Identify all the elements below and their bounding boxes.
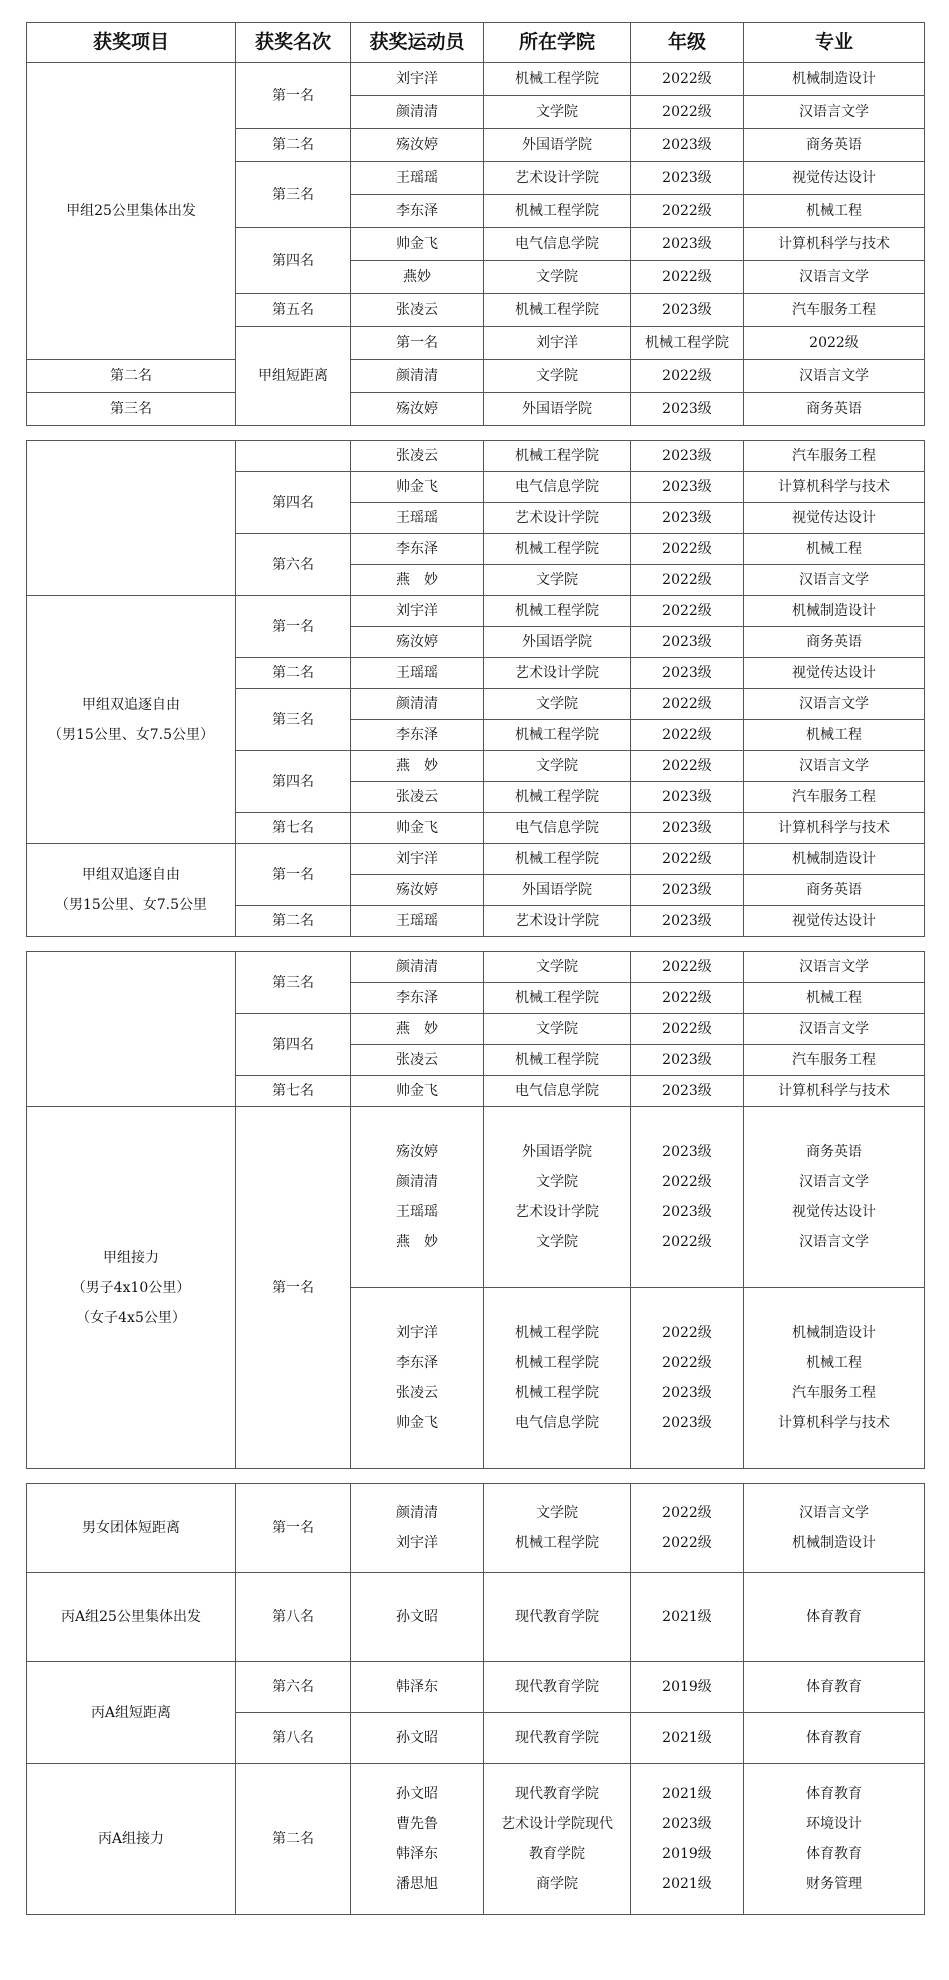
college-entry: 艺术设计学院现代 bbox=[501, 1816, 613, 1832]
college-cell: 艺术设计学院 bbox=[484, 503, 631, 534]
athlete-cell: 孙文昭 bbox=[351, 1713, 484, 1764]
major-cell: 汽车服务工程 bbox=[744, 1045, 925, 1076]
college-cell: 电气信息学院 bbox=[484, 472, 631, 503]
athlete-entry: 潘思旭 bbox=[396, 1876, 438, 1892]
major-cell: 体育教育 bbox=[744, 1662, 925, 1713]
major-cell: 机械工程 bbox=[744, 195, 925, 228]
rank-cell: 第一名 bbox=[236, 844, 351, 906]
rank-cell: 第一名 bbox=[236, 63, 351, 129]
major-cell: 视觉传达设计 bbox=[744, 503, 925, 534]
major-entry: 商务英语 bbox=[806, 1144, 862, 1160]
college-cell: 机械工程学院 bbox=[484, 1045, 631, 1076]
project-cell: 甲组双追逐自由 （男15公里、女7.5公里 bbox=[27, 844, 236, 937]
athlete-entry: 韩泽东 bbox=[396, 1846, 438, 1862]
athlete-cell: 刘宇洋 bbox=[351, 596, 484, 627]
grade-cell: 2023级 bbox=[631, 393, 744, 426]
major-entry: 体育教育 bbox=[806, 1786, 862, 1802]
major-entry: 汉语言文学 bbox=[799, 1174, 869, 1190]
rank-cell: 第八名 bbox=[236, 1573, 351, 1662]
college-cell: 机械工程学院 bbox=[484, 782, 631, 813]
major-entry: 机械工程 bbox=[806, 1355, 862, 1371]
college-entry: 文学院 bbox=[536, 1174, 578, 1190]
major-cell: 机械制造设计 bbox=[744, 844, 925, 875]
major-cell: 商务英语 bbox=[744, 627, 925, 658]
grade-cell: 2023级 bbox=[631, 294, 744, 327]
major-cell: 视觉传达设计 bbox=[744, 658, 925, 689]
project-cell: 男女团体短距离 bbox=[27, 1484, 236, 1573]
athlete-entry: 王瑶瑶 bbox=[396, 1204, 438, 1220]
major-cell: 机械制造设计 bbox=[744, 63, 925, 96]
column-header: 年级 bbox=[631, 23, 744, 63]
college-cell bbox=[484, 1107, 631, 1288]
major-entry: 环境设计 bbox=[806, 1816, 862, 1832]
grade-cell: 2023级 bbox=[631, 441, 744, 472]
college-cell: 机械工程学院 bbox=[484, 195, 631, 228]
project-cell: 丙A组接力 bbox=[27, 1764, 236, 1915]
major-cell: 商务英语 bbox=[744, 393, 925, 426]
table-row bbox=[27, 360, 925, 393]
athlete-entry: 刘宇洋 bbox=[396, 1535, 438, 1551]
table-row bbox=[27, 393, 925, 426]
major-cell: 计算机科学与技术 bbox=[744, 1076, 925, 1107]
athlete-cell: 燕 妙 bbox=[351, 751, 484, 782]
project-cell: 甲组短距离 bbox=[236, 327, 351, 426]
college-cell: 机械工程学院 bbox=[484, 844, 631, 875]
major-cell: 商务英语 bbox=[744, 129, 925, 162]
grade-cell: 2023级 bbox=[631, 503, 744, 534]
major-cell: 汽车服务工程 bbox=[744, 441, 925, 472]
grade-cell: 2023级 bbox=[631, 228, 744, 261]
college-cell: 文学院 bbox=[484, 360, 631, 393]
grade-entry: 2022级 bbox=[662, 1505, 712, 1521]
grade-cell: 2022级 bbox=[744, 327, 925, 360]
major-cell: 机械工程 bbox=[744, 983, 925, 1014]
athlete-cell bbox=[351, 1107, 484, 1288]
college-cell: 艺术设计学院 bbox=[484, 658, 631, 689]
athlete-cell: 王瑶瑶 bbox=[351, 658, 484, 689]
table-row bbox=[27, 1484, 925, 1573]
college-cell: 机械工程学院 bbox=[484, 983, 631, 1014]
table-row bbox=[27, 1573, 925, 1662]
major-cell bbox=[744, 1107, 925, 1288]
rank-cell: 第三名 bbox=[236, 162, 351, 228]
project-cell: 甲组接力 （男子4x10公里） （女子4x5公里） bbox=[27, 1107, 236, 1469]
grade-cell: 2022级 bbox=[631, 952, 744, 983]
athlete-cell: 王瑶瑶 bbox=[351, 503, 484, 534]
grade-cell: 2022级 bbox=[631, 983, 744, 1014]
grade-cell: 2023级 bbox=[631, 162, 744, 195]
athlete-entry: 燕 妙 bbox=[396, 1234, 438, 1250]
college-cell: 艺术设计学院 bbox=[484, 162, 631, 195]
grade-entry: 2022级 bbox=[662, 1234, 712, 1250]
athlete-entry: 孙文昭 bbox=[396, 1786, 438, 1802]
rank-cell: 第一名 bbox=[351, 327, 484, 360]
grade-entry: 2022级 bbox=[662, 1174, 712, 1190]
grade-entry: 2019级 bbox=[662, 1846, 712, 1862]
college-cell: 外国语学院 bbox=[484, 393, 631, 426]
major-cell: 汉语言文学 bbox=[744, 689, 925, 720]
rank-cell: 第六名 bbox=[236, 1662, 351, 1713]
grade-cell: 2023级 bbox=[631, 1076, 744, 1107]
college-cell: 机械工程学院 bbox=[631, 327, 744, 360]
grade-cell: 2022级 bbox=[631, 596, 744, 627]
major-entry: 财务管理 bbox=[806, 1876, 862, 1892]
major-entry: 视觉传达设计 bbox=[792, 1204, 876, 1220]
column-header: 所在学院 bbox=[484, 23, 631, 63]
rank-cell: 第一名 bbox=[236, 1484, 351, 1573]
major-cell: 计算机科学与技术 bbox=[744, 813, 925, 844]
college-cell: 文学院 bbox=[484, 96, 631, 129]
college-cell bbox=[484, 1764, 631, 1915]
grade-entry: 2023级 bbox=[662, 1415, 712, 1431]
table-row bbox=[27, 952, 925, 983]
grade-entry: 2023级 bbox=[662, 1816, 712, 1832]
rank-cell: 第四名 bbox=[236, 228, 351, 294]
project-cell: 丙A组25公里集体出发 bbox=[27, 1573, 236, 1662]
athlete-cell: 刘宇洋 bbox=[484, 327, 631, 360]
athlete-cell: 燕妙 bbox=[351, 261, 484, 294]
major-entry: 汉语言文学 bbox=[799, 1234, 869, 1250]
college-entry: 教育学院 bbox=[529, 1846, 585, 1862]
college-entry: 商学院 bbox=[536, 1876, 578, 1892]
athlete-cell: 燕 妙 bbox=[351, 565, 484, 596]
major-entry: 汉语言文学 bbox=[799, 1505, 869, 1521]
grade-cell: 2022级 bbox=[631, 63, 744, 96]
athlete-cell: 殇汝婷 bbox=[351, 627, 484, 658]
college-cell: 文学院 bbox=[484, 689, 631, 720]
college-cell: 现代教育学院 bbox=[484, 1573, 631, 1662]
major-entry: 汽车服务工程 bbox=[792, 1385, 876, 1401]
major-cell: 体育教育 bbox=[744, 1573, 925, 1662]
athlete-cell: 张凌云 bbox=[351, 441, 484, 472]
athlete-cell: 李东泽 bbox=[351, 534, 484, 565]
major-cell: 机械工程 bbox=[744, 534, 925, 565]
table-row bbox=[27, 844, 925, 875]
college-cell: 机械工程学院 bbox=[484, 534, 631, 565]
athlete-entry: 张凌云 bbox=[396, 1385, 438, 1401]
table-row bbox=[27, 441, 925, 472]
major-cell: 机械制造设计 bbox=[744, 596, 925, 627]
major-entry: 体育教育 bbox=[806, 1846, 862, 1862]
rank-cell: 第七名 bbox=[236, 1076, 351, 1107]
grade-cell: 2023级 bbox=[631, 1045, 744, 1076]
athlete-cell: 孙文昭 bbox=[351, 1573, 484, 1662]
grade-cell: 2023级 bbox=[631, 658, 744, 689]
college-cell: 艺术设计学院 bbox=[484, 906, 631, 937]
table-row bbox=[27, 1107, 925, 1288]
rank-cell: 第四名 bbox=[236, 751, 351, 813]
athlete-entry: 帅金飞 bbox=[396, 1415, 438, 1431]
college-cell: 电气信息学院 bbox=[484, 813, 631, 844]
major-cell: 视觉传达设计 bbox=[744, 162, 925, 195]
athlete-cell: 韩泽东 bbox=[351, 1662, 484, 1713]
college-entry: 机械工程学院 bbox=[515, 1535, 599, 1551]
rank-cell: 第二名 bbox=[236, 1764, 351, 1915]
college-cell bbox=[484, 1288, 631, 1469]
college-cell: 机械工程学院 bbox=[484, 294, 631, 327]
athlete-cell: 张凌云 bbox=[351, 782, 484, 813]
rank-cell: 第七名 bbox=[236, 813, 351, 844]
project-cell: 甲组双追逐自由 （男15公里、女7.5公里） bbox=[27, 596, 236, 844]
project-cell: 丙A组短距离 bbox=[27, 1662, 236, 1764]
major-cell: 体育教育 bbox=[744, 1713, 925, 1764]
major-cell: 计算机科学与技术 bbox=[744, 472, 925, 503]
column-header: 获奖运动员 bbox=[351, 23, 484, 63]
rank-cell: 第四名 bbox=[236, 1014, 351, 1076]
grade-cell: 2022级 bbox=[631, 751, 744, 782]
grade-cell: 2022级 bbox=[631, 689, 744, 720]
athlete-entry: 颜清清 bbox=[396, 1174, 438, 1190]
rank-cell: 第一名 bbox=[236, 596, 351, 658]
athlete-cell: 殇汝婷 bbox=[351, 393, 484, 426]
athlete-cell: 颜清清 bbox=[351, 689, 484, 720]
project-cell bbox=[27, 952, 236, 1107]
athlete-entry: 颜清清 bbox=[396, 1505, 438, 1521]
table-row bbox=[27, 596, 925, 627]
grade-cell: 2022级 bbox=[631, 720, 744, 751]
grade-entry: 2021级 bbox=[662, 1876, 712, 1892]
college-cell: 文学院 bbox=[484, 565, 631, 596]
major-cell: 视觉传达设计 bbox=[744, 906, 925, 937]
grade-cell: 2023级 bbox=[631, 813, 744, 844]
major-cell: 汉语言文学 bbox=[744, 952, 925, 983]
athlete-cell: 王瑶瑶 bbox=[351, 162, 484, 195]
grade-cell: 2019级 bbox=[631, 1662, 744, 1713]
college-cell: 电气信息学院 bbox=[484, 1076, 631, 1107]
major-cell: 汉语言文学 bbox=[744, 360, 925, 393]
awards-table-2 bbox=[26, 440, 925, 937]
grade-cell: 2022级 bbox=[631, 96, 744, 129]
rank-cell: 第五名 bbox=[236, 294, 351, 327]
athlete-entry: 李东泽 bbox=[396, 1355, 438, 1371]
major-cell: 汉语言文学 bbox=[744, 751, 925, 782]
major-cell: 汉语言文学 bbox=[744, 96, 925, 129]
college-cell: 电气信息学院 bbox=[484, 228, 631, 261]
rank-cell: 第六名 bbox=[236, 534, 351, 596]
major-entry: 计算机科学与技术 bbox=[778, 1415, 890, 1431]
grade-cell: 2022级 bbox=[631, 360, 744, 393]
grade-cell: 2023级 bbox=[631, 627, 744, 658]
grade-cell: 2022级 bbox=[631, 565, 744, 596]
college-cell: 文学院 bbox=[484, 751, 631, 782]
grade-cell bbox=[631, 1288, 744, 1469]
athlete-cell bbox=[351, 1764, 484, 1915]
grade-cell: 2022级 bbox=[631, 195, 744, 228]
major-cell bbox=[744, 1484, 925, 1573]
grade-cell: 2023级 bbox=[631, 906, 744, 937]
athlete-entry: 曹先鲁 bbox=[396, 1816, 438, 1832]
rank-cell: 第二名 bbox=[236, 658, 351, 689]
athlete-cell: 殇汝婷 bbox=[351, 875, 484, 906]
grade-entry: 2021级 bbox=[662, 1786, 712, 1802]
major-cell: 计算机科学与技术 bbox=[744, 228, 925, 261]
athlete-cell: 刘宇洋 bbox=[351, 63, 484, 96]
athlete-cell: 帅金飞 bbox=[351, 1076, 484, 1107]
college-entry: 艺术设计学院 bbox=[515, 1204, 599, 1220]
athlete-entry: 刘宇洋 bbox=[396, 1325, 438, 1341]
major-cell: 汉语言文学 bbox=[744, 565, 925, 596]
awards-table-4 bbox=[26, 1483, 925, 1915]
college-cell: 机械工程学院 bbox=[484, 441, 631, 472]
column-header: 专业 bbox=[744, 23, 925, 63]
major-cell: 商务英语 bbox=[744, 875, 925, 906]
table-row bbox=[27, 1662, 925, 1713]
grade-cell bbox=[631, 1764, 744, 1915]
athlete-cell: 殇汝婷 bbox=[351, 129, 484, 162]
project-cell: 甲组25公里集体出发 bbox=[27, 63, 236, 360]
project-cell bbox=[27, 441, 236, 596]
grade-entry: 2022级 bbox=[662, 1535, 712, 1551]
major-cell: 机械工程 bbox=[744, 720, 925, 751]
athlete-cell: 燕 妙 bbox=[351, 1014, 484, 1045]
rank-cell: 第三名 bbox=[236, 689, 351, 751]
athlete-cell: 王瑶瑶 bbox=[351, 906, 484, 937]
grade-entry: 2022级 bbox=[662, 1355, 712, 1371]
athlete-cell: 张凌云 bbox=[351, 294, 484, 327]
grade-cell: 2022级 bbox=[631, 844, 744, 875]
awards-table-1 bbox=[26, 22, 925, 426]
athlete-entry: 殇汝婷 bbox=[396, 1144, 438, 1160]
college-cell bbox=[484, 1484, 631, 1573]
athlete-cell: 张凌云 bbox=[351, 1045, 484, 1076]
table-row bbox=[27, 1764, 925, 1915]
major-cell: 汉语言文学 bbox=[744, 261, 925, 294]
major-cell bbox=[744, 1764, 925, 1915]
college-entry: 机械工程学院 bbox=[515, 1325, 599, 1341]
rank-cell: 第三名 bbox=[27, 393, 236, 426]
grade-cell: 2023级 bbox=[631, 472, 744, 503]
college-entry: 外国语学院 bbox=[522, 1144, 592, 1160]
major-cell: 汉语言文学 bbox=[744, 1014, 925, 1045]
college-entry: 机械工程学院 bbox=[515, 1355, 599, 1371]
grade-cell bbox=[631, 1107, 744, 1288]
grade-cell: 2023级 bbox=[631, 875, 744, 906]
college-cell: 机械工程学院 bbox=[484, 720, 631, 751]
grade-cell bbox=[631, 1484, 744, 1573]
college-entry: 现代教育学院 bbox=[515, 1786, 599, 1802]
grade-cell: 2022级 bbox=[631, 1014, 744, 1045]
table-row bbox=[27, 63, 925, 96]
grade-cell: 2021级 bbox=[631, 1713, 744, 1764]
rank-cell: 第三名 bbox=[236, 952, 351, 1014]
major-entry: 机械制造设计 bbox=[792, 1325, 876, 1341]
grade-cell: 2022级 bbox=[631, 261, 744, 294]
athlete-cell: 颜清清 bbox=[351, 952, 484, 983]
rank-cell: 第二名 bbox=[236, 906, 351, 937]
grade-entry: 2022级 bbox=[662, 1325, 712, 1341]
college-entry: 文学院 bbox=[536, 1234, 578, 1250]
college-cell: 外国语学院 bbox=[484, 129, 631, 162]
grade-entry: 2023级 bbox=[662, 1385, 712, 1401]
grade-entry: 2023级 bbox=[662, 1204, 712, 1220]
athlete-cell: 李东泽 bbox=[351, 983, 484, 1014]
rank-cell: 第二名 bbox=[27, 360, 236, 393]
athlete-cell: 李东泽 bbox=[351, 195, 484, 228]
rank-cell: 第二名 bbox=[236, 129, 351, 162]
athlete-cell: 颜清清 bbox=[351, 96, 484, 129]
grade-entry: 2023级 bbox=[662, 1144, 712, 1160]
rank-cell: 第四名 bbox=[236, 472, 351, 534]
rank-cell: 第一名 bbox=[236, 1107, 351, 1469]
athlete-cell: 帅金飞 bbox=[351, 228, 484, 261]
athlete-cell: 李东泽 bbox=[351, 720, 484, 751]
college-entry: 机械工程学院 bbox=[515, 1385, 599, 1401]
athlete-cell: 颜清清 bbox=[351, 360, 484, 393]
major-cell: 汽车服务工程 bbox=[744, 782, 925, 813]
rank-cell bbox=[236, 441, 351, 472]
college-cell: 文学院 bbox=[484, 1014, 631, 1045]
college-entry: 电气信息学院 bbox=[515, 1415, 599, 1431]
athlete-cell: 帅金飞 bbox=[351, 813, 484, 844]
column-header: 获奖项目 bbox=[27, 23, 236, 63]
college-cell: 文学院 bbox=[484, 952, 631, 983]
college-cell: 机械工程学院 bbox=[484, 596, 631, 627]
college-entry: 文学院 bbox=[536, 1505, 578, 1521]
athlete-cell: 帅金飞 bbox=[351, 472, 484, 503]
college-cell: 现代教育学院 bbox=[484, 1662, 631, 1713]
grade-cell: 2023级 bbox=[631, 129, 744, 162]
athlete-cell bbox=[351, 1288, 484, 1469]
awards-document bbox=[26, 22, 924, 1929]
athlete-cell: 刘宇洋 bbox=[351, 844, 484, 875]
grade-cell: 2022级 bbox=[631, 534, 744, 565]
grade-cell: 2021级 bbox=[631, 1573, 744, 1662]
awards-table-3 bbox=[26, 951, 925, 1469]
college-cell: 文学院 bbox=[484, 261, 631, 294]
athlete-cell bbox=[351, 1484, 484, 1573]
grade-cell: 2023级 bbox=[631, 782, 744, 813]
major-entry: 机械制造设计 bbox=[792, 1535, 876, 1551]
column-header: 获奖名次 bbox=[236, 23, 351, 63]
major-cell bbox=[744, 1288, 925, 1469]
college-cell: 现代教育学院 bbox=[484, 1713, 631, 1764]
college-cell: 外国语学院 bbox=[484, 875, 631, 906]
college-cell: 机械工程学院 bbox=[484, 63, 631, 96]
college-cell: 外国语学院 bbox=[484, 627, 631, 658]
rank-cell: 第八名 bbox=[236, 1713, 351, 1764]
major-cell: 汽车服务工程 bbox=[744, 294, 925, 327]
